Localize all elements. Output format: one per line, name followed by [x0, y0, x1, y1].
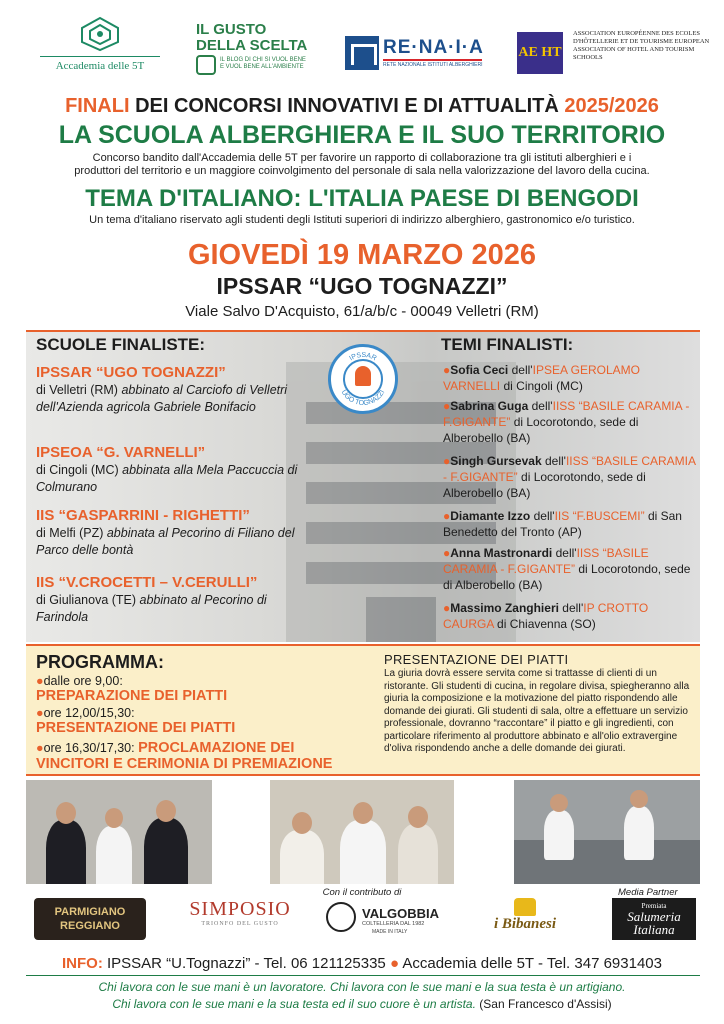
theme-item: ●Sabrina Guga dell'IISS “BASILE CARAMIA - F.GIGANTE” di Locorotondo, sede di Alberobello (BA) — [443, 399, 690, 445]
quote-line-1: Chi lavora con le sue mani è un lavoratore. Chi lavora con le sue mani e la sua testa è un artigiano. — [98, 980, 626, 994]
logo-bar — [0, 0, 724, 92]
tema-title: TEMA D'ITALIANO: L'ITALIA PAESE DI BENGODI — [85, 185, 639, 212]
seal-bottom-text: UGO TOGNAZZI — [339, 388, 387, 408]
event-venue: IPSSAR “UGO TOGNAZZI” — [216, 273, 508, 299]
description-line-2: produttori del territorio e un maggiore coinvolgimento del personale di sala nella valorizzazione del lavoro della cucina. — [74, 165, 650, 177]
gusto-tagline — [196, 57, 314, 71]
accademia-5t-logo — [40, 16, 160, 72]
waiters-photo — [26, 780, 212, 884]
school-desc: di Velletri (RM) abbinato al Carciofo di Velletri dell'Azienda agricola Gabriele Bonifacio — [36, 383, 288, 414]
renaia-wordmark: RE·NA·I·A — [383, 37, 484, 58]
crown-icon — [514, 898, 536, 916]
simposio-logo: SIMPOSIO TRIONFO DEL GUSTO — [189, 898, 291, 927]
school-desc: di Melfi (PZ) abbinata al Pecorino di Filiano del Parco delle bontà — [36, 526, 295, 557]
theme-item: ●Sofia Ceci dell'IPSEA GEROLAMO VARNELLI di Cingoli (MC) — [443, 363, 640, 393]
gusto-line1: IL GUSTO — [196, 21, 267, 38]
valgobbia-emblem-icon — [326, 902, 356, 932]
gusto-tagline-1: IL BLOG DI CHI SI VUOL BENE — [220, 57, 306, 63]
tema-subtitle: Un tema d'italiano riservato agli studenti degli Istituti superiori di indirizzo alberghiero, gastronomico e/o turistico. — [89, 214, 635, 226]
divider — [26, 975, 700, 976]
theme-item: ●Singh Gursevak dell'IISS “BASILE CARAMIA - F.GIGANTE” di Locorotondo, sede di Alberobello (BA) — [443, 454, 696, 500]
accademia-emblem-icon — [79, 16, 121, 52]
program-title: PROGRAMMA: — [36, 652, 164, 672]
presentation-title: PRESENTAZIONE DEI PIATTI — [384, 652, 569, 667]
description-line-1: Concorso bandito dall'Accademia delle 5T per favorire un rapporto di collaborazione tra gli istituti alberghieri e i — [92, 152, 632, 164]
program-section — [26, 644, 700, 776]
theme-item: ●Diamante Izzo dell'IIS “F.BUSCEMI” di San Benedetto del Tronto (AP) — [443, 509, 682, 539]
program-step-label: PREPARAZIONE DEI PIATTI — [36, 688, 228, 704]
parmigiano-logo: PARMIGIANO REGGIANO — [34, 898, 146, 940]
quote-author: (San Francesco d'Assisi) — [479, 997, 612, 1011]
school-desc: di Cingoli (MC) abbinata alla Mela Paccuccia di Colmurano — [36, 463, 298, 494]
info-contact-1: IPSSAR “U.Tognazzi” - Tel. 06 121125335 — [107, 955, 386, 972]
event-date: GIOVEDÌ 19 MARZO 2026 — [187, 239, 537, 271]
aeht-text: ASSOCIATION EUROPÉENNE DES ECOLES D'HÔTELLERIE ET DE TOURISME EUROPEAN ASSOCIATION OF HOTEL AND TOURISM SCHOOLS — [573, 30, 710, 61]
il-gusto-della-scelta-logo — [196, 22, 314, 71]
program-step-label-2: VINCITORI E CERIMONIA DI PREMIAZIONE — [36, 756, 333, 772]
school-item — [36, 507, 298, 559]
program-time: ●ore 16,30/17,30: PROCLAMAZIONE DEI — [36, 740, 295, 756]
students-photo — [270, 780, 454, 884]
finali-year: 2025/2026 — [564, 95, 659, 117]
info-label: INFO: — [62, 955, 103, 972]
quote-line-2: Chi lavora con le sue mani e la sua testa ed il suo cuore è un artista. (San Francesco d'Assisi) — [112, 997, 612, 1011]
finalists-section — [26, 330, 700, 642]
contrib-label: Con il contributo di — [322, 887, 402, 898]
finali-label: FINALI — [65, 95, 130, 117]
media-partner-label: Media Partner — [618, 887, 678, 898]
theme-item: ●Anna Mastronardi dell'IISS “BASILE CARAMIA - F.GIGANTE” di Locorotondo, sede di Alberobello (BA) — [443, 546, 691, 592]
contest-description — [0, 152, 724, 178]
finali-heading — [0, 95, 724, 118]
program-time: ●dalle ore 9,00: — [36, 674, 123, 688]
kitchen-photo — [514, 780, 700, 884]
gusto-line2: DELLA SCELTA — [196, 37, 308, 54]
school-item — [36, 574, 298, 626]
school-name: IIS “V.CROCETTI – V.CERULLI” — [36, 574, 258, 591]
program-step-label: PRESENTAZIONE DEI PIATTI — [36, 720, 236, 736]
valgobbia-logo: VALGOBBIA COLTELLERIA DAL 1982 MADE IN ITALY — [322, 898, 450, 940]
aeht-mark: AE HT — [517, 32, 563, 74]
school-name: IIS “GASPARRINI - RIGHETTI” — [36, 507, 250, 524]
school-item — [36, 364, 298, 416]
presentation-text: La giuria dovrà essere servita come si trattasse di clienti di un ristorante. Gli studenti di cucina, in regolare divisa, spiegheranno alla giuria la composizione e la motivazione del piatto rispondendo alle domande dei giurati. Gli studenti di sala, oltre a effettuare un servizio professionale, dovranno “raccontare” il piatto e gli ingredienti, con particolare riferimento al produttore abbinato e all'olio extravergine d'oliva rispondendo anche a delle domande dei giurati. — [384, 668, 690, 754]
page-title: LA SCUOLA ALBERGHIERA E IL SUO TERRITORIO — [58, 121, 666, 149]
theme-item: ●Massimo Zanghieri dell'IP CROTTO CAURGA di Chiavenna (SO) — [443, 601, 649, 631]
school-item — [36, 444, 298, 496]
chef-hat-icon — [355, 366, 371, 386]
bibanesi-logo: i Bibanesi — [470, 898, 580, 940]
school-name: IPSEOA “G. VARNELLI” — [36, 444, 206, 461]
finali-text: DEI CONCORSI INNOVATIVI E DI ATTUALITÀ — [135, 95, 559, 117]
info-contact-2: Accademia delle 5T - Tel. 347 6931403 — [402, 955, 662, 972]
school-name: IPSSAR “UGO TOGNAZZI” — [36, 364, 226, 381]
seal-top-text: IPSSAR — [348, 351, 378, 363]
ipssar-tognazzi-seal — [328, 344, 398, 414]
themes-title: TEMI FINALISTI: — [441, 335, 574, 354]
event-address: Viale Salvo D'Acquisto, 61/a/b/c - 00049 Velletri (RM) — [185, 303, 539, 320]
schools-title: SCUOLE FINALISTE: — [36, 335, 206, 354]
renaia-subtitle: RETE NAZIONALE ISTITUTI ALBERGHIERI — [383, 59, 482, 68]
info-line: INFO: IPSSAR “U.Tognazzi” - Tel. 06 121125335 ● Accademia delle 5T - Tel. 347 6931403 — [62, 955, 662, 972]
accademia-logo-caption: Accademia delle 5T — [40, 56, 160, 72]
renaia-house-icon — [345, 36, 379, 70]
salumeria-italiana-logo: Premiata Salumeria Italiana — [612, 898, 696, 940]
program-time: ●ore 12,00/15,30: — [36, 706, 135, 720]
gusto-tagline-2: E VUOL BENE ALL'AMBIENTE — [220, 64, 304, 70]
gusto-badge-icon — [196, 55, 216, 75]
school-desc: di Giulianova (TE) abbinato al Pecorino di Farindola — [36, 593, 267, 624]
